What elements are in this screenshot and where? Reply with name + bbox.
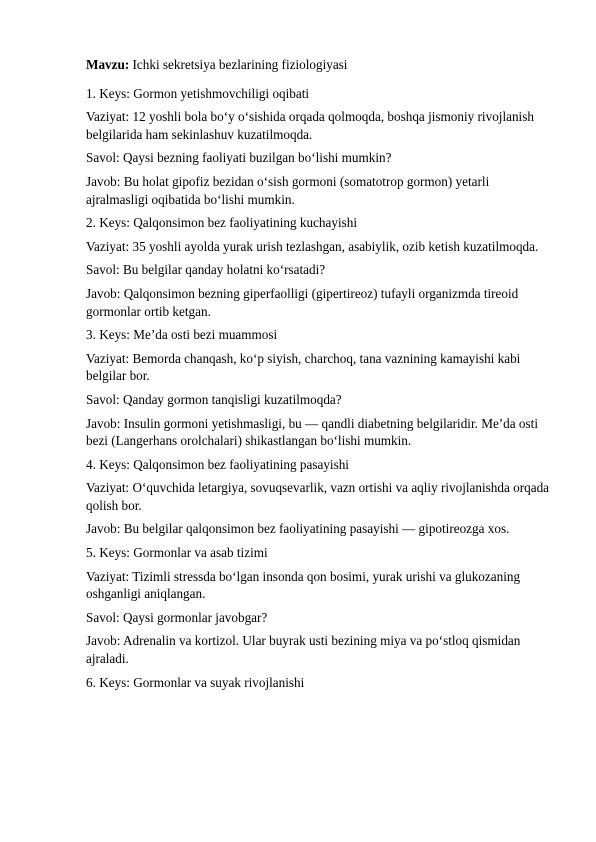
case-3-heading: 3. Keys: Me’da osti bezi muammosi <box>86 327 278 343</box>
title-label: Mavzu: <box>86 57 130 72</box>
case-5-heading: 5. Keys: Gormonlar va asab tizimi <box>86 545 268 561</box>
case-1-question: Savol: Qaysi bezning faoliyati buzilgan bo‘lishi mumkin? <box>86 150 392 166</box>
case-4-situation: Vaziyat: O‘quvchida letargiya, sovuqsevarlik, vazn ortishi va aqliy rivojlanishda orqada qolish bor. <box>86 480 550 513</box>
case-2-situation: Vaziyat: 35 yoshli ayolda yurak urish tezlashgan, asabiylik, ozib ketish kuzatilmoqda. <box>86 238 539 254</box>
case-3-answer: Javob: Insulin gormoni yetishmasligi, bu — qandli diabetning belgilaridir. Me’da osti bezi (Langerhans orolchalari) shikastlangan bo‘lishi mumkin. <box>86 415 538 449</box>
case-2-answer: Javob: Qalqonsimon bezning giperfaolligi (gipertireoz) tufayli organizmda tireoid gormonlar ortib ketgan. <box>86 285 519 319</box>
case-4-heading: 4. Keys: Qalqonsimon bez faoliyatining pasayishi <box>86 456 349 472</box>
case-5-question: Savol: Qaysi gormonlar javobgar? <box>86 609 268 625</box>
case-2-question: Savol: Bu belgilar qanday holatni ko‘rsatadi? <box>86 262 326 278</box>
document-title <box>86 56 550 74</box>
case-3-situation: Vaziyat: Bemorda chanqash, ko‘p siyish, charchoq, tana vaznining kamayishi kabi belgilar bor. <box>86 350 521 384</box>
case-1-heading: 1. Keys: Gormon yetishmovchiligi oqibati <box>86 85 310 101</box>
case-1-answer: Javob: Bu holat gipofiz bezidan o‘sish gormoni (somatotrop gormon) yetarli ajralmasligi oqibatida bo‘lishi mumkin. <box>86 173 490 207</box>
case-5-situation: Vaziyat: Tizimli stressda bo‘lgan insonda qon bosimi, yurak urishi va glukozaning oshganligi aniqlangan. <box>86 568 521 602</box>
title-text: Ichki sekretsiya bezlarining fiziologiyasi <box>129 57 348 72</box>
case-6-heading: 6. Keys: Gormonlar va suyak rivojlanishi <box>86 674 305 690</box>
case-4-answer: Javob: Bu belgilar qalqonsimon bez faoliyatining pasayishi — gipotireozga xos. <box>86 521 510 537</box>
case-5-answer: Javob: Adrenalin va kortizol. Ular buyrak usti bezining miya va po‘stloq qismidan ajraladi. <box>86 633 521 667</box>
case-2-heading: 2. Keys: Qalqonsimon bez faoliyatining kuchayishi <box>86 215 358 231</box>
document-page <box>86 56 550 697</box>
case-3-question: Savol: Qanday gormon tanqisligi kuzatilmoqda? <box>86 391 342 407</box>
case-1-situation: Vaziyat: 12 yoshli bola bo‘y o‘sishida orqada qolmoqda, boshqa jismoniy rivojlanish belgilarida ham sekinlashuv kuzatilmoqda. <box>86 109 534 142</box>
